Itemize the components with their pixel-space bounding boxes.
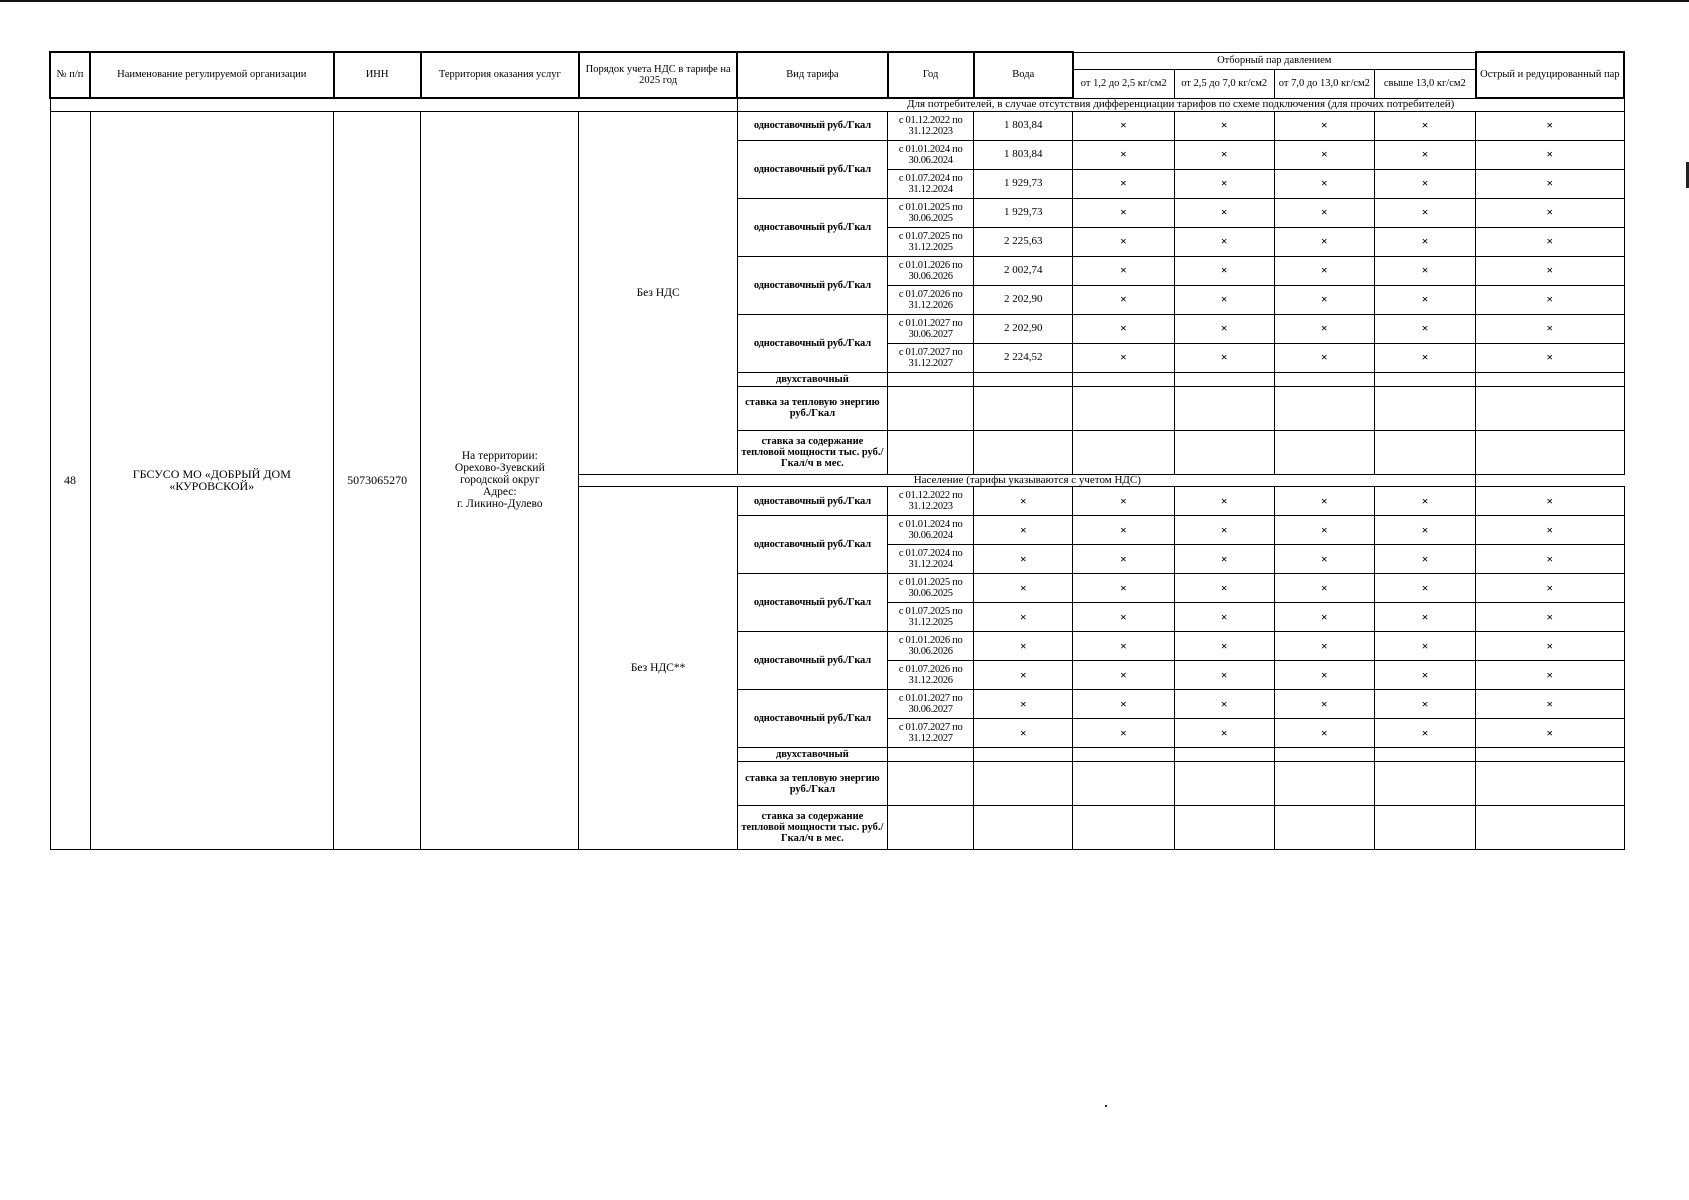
not-applicable-mark: × <box>1174 719 1274 748</box>
water-value: 2 224,52 <box>974 343 1073 372</box>
not-applicable-mark: × <box>1174 140 1274 169</box>
water-value: 1 929,73 <box>974 198 1073 227</box>
not-applicable-mark: × <box>1274 690 1374 719</box>
not-applicable-mark: × <box>1073 314 1174 343</box>
empty-cell <box>1476 372 1624 386</box>
header-num: № п/п <box>50 52 90 98</box>
period: с 01.07.2025 по 31.12.2025 <box>888 603 974 632</box>
empty-cell <box>888 386 974 430</box>
tariff-kind: одноставочный руб./Гкал <box>737 516 887 574</box>
period: с 01.01.2027 по 30.06.2027 <box>888 314 974 343</box>
not-applicable-mark: × <box>1476 169 1624 198</box>
not-applicable-mark: × <box>1174 487 1274 516</box>
empty-cell <box>888 806 974 850</box>
not-applicable-mark: × <box>1274 719 1374 748</box>
header-pressure-1: от 1,2 до 2,5 кг/см2 <box>1073 69 1174 98</box>
two-part-label: двухставочный <box>737 372 887 386</box>
not-applicable-mark: × <box>1174 198 1274 227</box>
not-applicable-mark: × <box>1476 314 1624 343</box>
not-applicable-mark: × <box>1073 111 1174 140</box>
not-applicable-mark: × <box>1073 516 1174 545</box>
not-applicable-mark: × <box>1476 545 1624 574</box>
not-applicable-mark: × <box>1476 487 1624 516</box>
empty-cell <box>974 748 1073 762</box>
not-applicable-mark: × <box>1374 256 1475 285</box>
empty-cell <box>1174 762 1274 806</box>
header-vat-order: Порядок учета НДС в тарифе на 2025 год <box>579 52 737 98</box>
not-applicable-mark: × <box>1073 632 1174 661</box>
not-applicable-mark: × <box>1174 227 1274 256</box>
water-value: × <box>974 487 1073 516</box>
empty-cell <box>1073 748 1174 762</box>
not-applicable-mark: × <box>1073 574 1174 603</box>
header-pressure-2: от 2,5 до 7,0 кг/см2 <box>1174 69 1274 98</box>
period: с 01.01.2026 по 30.06.2026 <box>888 256 974 285</box>
not-applicable-mark: × <box>1073 487 1174 516</box>
empty-cell <box>1274 430 1374 474</box>
empty-cell <box>1174 806 1274 850</box>
header-year: Год <box>888 52 974 98</box>
section-title: Для потребителей, в случае отсутствия дифференциации тарифов по схеме подключения (для прочих потребителей) <box>737 98 1624 111</box>
water-value: × <box>974 545 1073 574</box>
tariff-row <box>50 111 1624 140</box>
water-value: 1 929,73 <box>974 169 1073 198</box>
tariff-kind: одноставочный руб./Гкал <box>737 314 887 372</box>
not-applicable-mark: × <box>1073 198 1174 227</box>
not-applicable-mark: × <box>1274 516 1374 545</box>
territory-line: Адрес: <box>483 486 517 499</box>
not-applicable-mark: × <box>1073 343 1174 372</box>
empty-cell <box>1374 430 1475 474</box>
not-applicable-mark: × <box>1374 487 1475 516</box>
not-applicable-mark: × <box>1476 285 1624 314</box>
not-applicable-mark: × <box>1476 111 1624 140</box>
period: с 01.07.2027 по 31.12.2027 <box>888 343 974 372</box>
not-applicable-mark: × <box>1476 719 1624 748</box>
period: с 01.01.2024 по 30.06.2024 <box>888 516 974 545</box>
empty-cell <box>1476 430 1624 474</box>
not-applicable-mark: × <box>1374 719 1475 748</box>
two-part-label: двухставочный <box>737 748 887 762</box>
empty-cell <box>1476 762 1624 806</box>
not-applicable-mark: × <box>1476 256 1624 285</box>
not-applicable-mark: × <box>1174 343 1274 372</box>
empty-cell <box>1374 372 1475 386</box>
header-water: Вода <box>974 52 1073 98</box>
not-applicable-mark: × <box>1073 603 1174 632</box>
not-applicable-mark: × <box>1374 343 1475 372</box>
territory-line: городской округ <box>460 474 540 487</box>
not-applicable-mark: × <box>1374 111 1475 140</box>
period: с 01.12.2022 по 31.12.2023 <box>888 111 974 140</box>
header-pressure-3: от 7,0 до 13,0 кг/см2 <box>1274 69 1374 98</box>
not-applicable-mark: × <box>1073 256 1174 285</box>
empty-cell <box>1374 762 1475 806</box>
not-applicable-mark: × <box>1274 198 1374 227</box>
territory-line: г. Ликино-Дулево <box>457 498 543 511</box>
period: с 01.07.2027 по 31.12.2027 <box>888 719 974 748</box>
not-applicable-mark: × <box>1174 285 1274 314</box>
tariff-kind: одноставочный руб./Гкал <box>737 487 887 516</box>
territory-value <box>421 111 579 850</box>
water-value: × <box>974 661 1073 690</box>
not-applicable-mark: × <box>1374 227 1475 256</box>
not-applicable-mark: × <box>1174 169 1274 198</box>
vat-order: Без НДС** <box>579 487 737 850</box>
not-applicable-mark: × <box>1174 632 1274 661</box>
energy-rate-label: ставка за тепловую энергию руб./Гкал <box>737 762 887 806</box>
not-applicable-mark: × <box>1274 314 1374 343</box>
not-applicable-mark: × <box>1374 632 1475 661</box>
empty-cell <box>1073 762 1174 806</box>
not-applicable-mark: × <box>1174 661 1274 690</box>
not-applicable-mark: × <box>1476 603 1624 632</box>
not-applicable-mark: × <box>1274 111 1374 140</box>
not-applicable-mark: × <box>1073 719 1174 748</box>
tariff-kind: одноставочный руб./Гкал <box>737 690 887 748</box>
water-value: 2 202,90 <box>974 285 1073 314</box>
empty-cell <box>1274 806 1374 850</box>
period: с 01.01.2027 по 30.06.2027 <box>888 690 974 719</box>
not-applicable-mark: × <box>1274 603 1374 632</box>
water-value: × <box>974 516 1073 545</box>
inn-value: 5073065270 <box>334 111 421 850</box>
not-applicable-mark: × <box>1476 343 1624 372</box>
empty-cell <box>1274 386 1374 430</box>
empty-cell <box>1174 748 1274 762</box>
not-applicable-mark: × <box>1476 140 1624 169</box>
not-applicable-mark: × <box>1073 169 1174 198</box>
not-applicable-mark: × <box>1374 690 1475 719</box>
water-value: 1 803,84 <box>974 111 1073 140</box>
empty-cell <box>888 372 974 386</box>
tariff-kind: одноставочный руб./Гкал <box>737 111 887 140</box>
empty-cell <box>1073 430 1174 474</box>
tariff-kind: одноставочный руб./Гкал <box>737 198 887 256</box>
empty-cell <box>1374 806 1475 850</box>
empty-cell <box>1073 386 1174 430</box>
not-applicable-mark: × <box>1274 227 1374 256</box>
not-applicable-mark: × <box>1174 516 1274 545</box>
row-number: 48 <box>50 111 90 850</box>
period: с 01.07.2025 по 31.12.2025 <box>888 227 974 256</box>
territory-line: На территории: <box>461 450 538 463</box>
not-applicable-mark: × <box>1374 314 1475 343</box>
period: с 01.01.2025 по 30.06.2025 <box>888 574 974 603</box>
empty-cell <box>1073 806 1174 850</box>
not-applicable-mark: × <box>1374 140 1475 169</box>
energy-rate-label: ставка за тепловую энергию руб./Гкал <box>737 386 887 430</box>
not-applicable-mark: × <box>1174 545 1274 574</box>
empty-cell <box>888 762 974 806</box>
tariff-table-body <box>50 52 1624 850</box>
empty-cell <box>974 762 1073 806</box>
not-applicable-mark: × <box>1174 111 1274 140</box>
empty-cell <box>1476 748 1624 762</box>
not-applicable-mark: × <box>1174 690 1274 719</box>
not-applicable-mark: × <box>1174 603 1274 632</box>
not-applicable-mark: × <box>1274 487 1374 516</box>
tariff-kind: одноставочный руб./Гкал <box>737 140 887 198</box>
not-applicable-mark: × <box>1374 603 1475 632</box>
not-applicable-mark: × <box>1476 227 1624 256</box>
not-applicable-mark: × <box>1476 661 1624 690</box>
not-applicable-mark: × <box>1073 545 1174 574</box>
header-row-1 <box>50 52 1624 69</box>
header-pressure-4: свыше 13,0 кг/см2 <box>1374 69 1475 98</box>
header-steam-group: Отборный пар давлением <box>1073 52 1476 69</box>
not-applicable-mark: × <box>1274 632 1374 661</box>
empty-cell <box>1174 372 1274 386</box>
water-value: × <box>974 632 1073 661</box>
territory-line: Орехово-Зуевский <box>454 462 545 475</box>
tariff-table <box>49 51 1625 850</box>
tariff-kind: одноставочный руб./Гкал <box>737 632 887 690</box>
tariff-kind: одноставочный руб./Гкал <box>737 574 887 632</box>
period: с 01.01.2025 по 30.06.2025 <box>888 198 974 227</box>
empty-cell <box>888 430 974 474</box>
empty-cell <box>1476 806 1624 850</box>
not-applicable-mark: × <box>1073 227 1174 256</box>
not-applicable-mark: × <box>1374 169 1475 198</box>
not-applicable-mark: × <box>1073 661 1174 690</box>
capacity-rate-label: ставка за содержание тепловой мощности тыс. руб./Гкал/ч в мес. <box>737 806 887 850</box>
not-applicable-mark: × <box>1476 690 1624 719</box>
water-value: × <box>974 690 1073 719</box>
tariff-kind: одноставочный руб./Гкал <box>737 256 887 314</box>
water-value: × <box>974 719 1073 748</box>
not-applicable-mark: × <box>1274 545 1374 574</box>
period: с 01.07.2024 по 31.12.2024 <box>888 545 974 574</box>
not-applicable-mark: × <box>1374 516 1475 545</box>
spacer-cell <box>50 98 737 111</box>
not-applicable-mark: × <box>1274 285 1374 314</box>
period: с 01.07.2024 по 31.12.2024 <box>888 169 974 198</box>
empty-cell <box>974 430 1073 474</box>
not-applicable-mark: × <box>1274 343 1374 372</box>
period: с 01.07.2026 по 31.12.2026 <box>888 285 974 314</box>
empty-cell <box>1374 748 1475 762</box>
not-applicable-mark: × <box>1274 661 1374 690</box>
empty-cell <box>1274 748 1374 762</box>
not-applicable-mark: × <box>1073 140 1174 169</box>
empty-cell <box>974 386 1073 430</box>
not-applicable-mark: × <box>1476 198 1624 227</box>
not-applicable-mark: × <box>1174 574 1274 603</box>
empty-cell <box>888 748 974 762</box>
not-applicable-mark: × <box>1174 314 1274 343</box>
water-value: 2 202,90 <box>974 314 1073 343</box>
header-sharp-steam: Острый и редуцированный пар <box>1476 52 1624 98</box>
not-applicable-mark: × <box>1476 574 1624 603</box>
capacity-rate-label: ставка за содержание тепловой мощности тыс. руб./Гкал/ч в мес. <box>737 430 887 474</box>
period: с 01.01.2026 по 30.06.2026 <box>888 632 974 661</box>
water-value: 1 803,84 <box>974 140 1073 169</box>
not-applicable-mark: × <box>1374 545 1475 574</box>
water-value: × <box>974 603 1073 632</box>
not-applicable-mark: × <box>1274 256 1374 285</box>
water-value: 2 225,63 <box>974 227 1073 256</box>
header-territory: Территория оказания услуг <box>421 52 579 98</box>
page-top-border <box>0 0 1689 2</box>
empty-cell <box>1476 386 1624 430</box>
empty-cell <box>1274 762 1374 806</box>
not-applicable-mark: × <box>1374 661 1475 690</box>
not-applicable-mark: × <box>1374 574 1475 603</box>
not-applicable-mark: × <box>1274 574 1374 603</box>
empty-cell <box>1174 430 1274 474</box>
header-inn: ИНН <box>334 52 421 98</box>
not-applicable-mark: × <box>1274 169 1374 198</box>
empty-cell <box>1073 372 1174 386</box>
water-value: × <box>974 574 1073 603</box>
section-title: Население (тарифы указываются с учетом НДС) <box>579 474 1476 487</box>
water-value: 2 002,74 <box>974 256 1073 285</box>
not-applicable-mark: × <box>1374 285 1475 314</box>
empty-cell <box>974 806 1073 850</box>
scan-speck <box>1105 1105 1107 1107</box>
not-applicable-mark: × <box>1073 285 1174 314</box>
empty-cell <box>1274 372 1374 386</box>
not-applicable-mark: × <box>1476 632 1624 661</box>
empty-cell <box>1174 386 1274 430</box>
not-applicable-mark: × <box>1073 690 1174 719</box>
empty-cell <box>974 372 1073 386</box>
header-tariff-kind: Вид тарифа <box>737 52 887 98</box>
period: с 01.12.2022 по 31.12.2023 <box>888 487 974 516</box>
header-org: Наименование регулируемой организации <box>90 52 333 98</box>
empty-cell <box>1374 386 1475 430</box>
not-applicable-mark: × <box>1374 198 1475 227</box>
not-applicable-mark: × <box>1174 256 1274 285</box>
not-applicable-mark: × <box>1274 140 1374 169</box>
period: с 01.01.2024 по 30.06.2024 <box>888 140 974 169</box>
vat-order: Без НДС <box>579 111 737 474</box>
section-title-row <box>50 98 1624 111</box>
not-applicable-mark: × <box>1476 516 1624 545</box>
period: с 01.07.2026 по 31.12.2026 <box>888 661 974 690</box>
organization-name: ГБСУСО МО «ДОБРЫЙ ДОМ «КУРОВСКОЙ» <box>90 111 333 850</box>
